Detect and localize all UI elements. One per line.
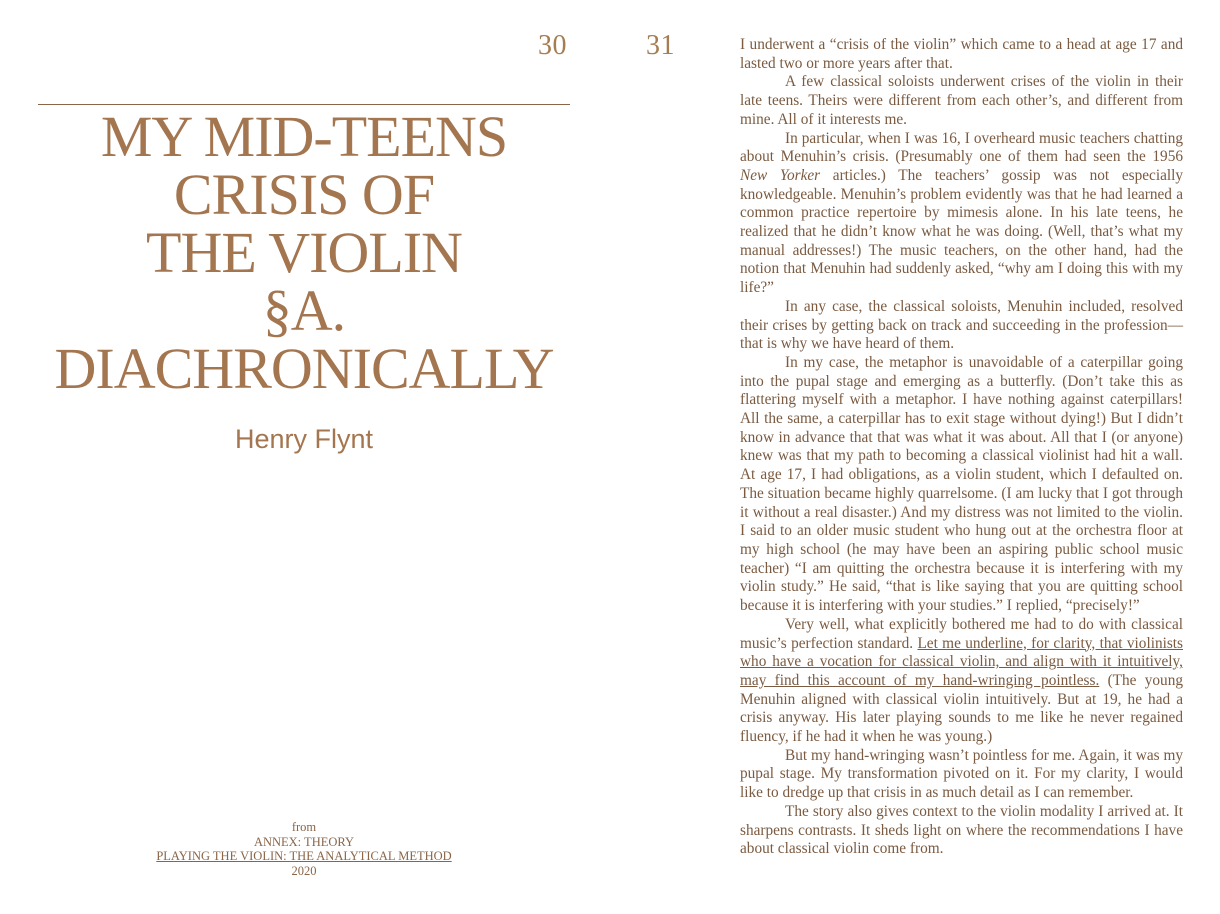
paragraph: But my hand-wringing wasn’t pointless for me. Again, it was my pupal stage. My transformation pivoted on it. For my clarity, I would like to dredge up that crisis in as much detail as I can remember. (740, 746, 1183, 802)
paragraph: In my case, the metaphor is unavoidable of a caterpillar going into the pupal stage and emerging as a butterfly. (Don’t take this as flattering myself with a metaphor. I have nothing against caterpillars! All the same, a caterpillar has to exit stage without dying!) But I didn’t know in advance that that was what it was about. All that I (or anyone) knew was that my path to becoming a classical violinist had hit a wall. At age 17, I had obligations, as a violin student, which I defaulted on. The situation became highly quarrelsome. (I am lucky that I got through it without a real disaster.) And my distress was not limited to the violin. I said to an older music student who hung out at the orchestra floor at my high school (he may have been an aspiring public school music teacher) “I am quitting the orchestra because it is interfering with my violin study.” He said, “that is like saying that you are quitting school because it is interfering with your studies.” I replied, “precisely!” (740, 353, 1183, 615)
chapter-title-line: CRISIS OF (173, 162, 435, 227)
paragraph: The story also gives context to the violin modality I arrived at. It sharpens contrasts. It sheds light on where the recommendations I have about classical violin come from. (740, 802, 1183, 858)
chapter-title-line: MY MID-TEENS (100, 104, 508, 169)
chapter-title-line: §A. (262, 278, 346, 343)
source-book-link[interactable]: PLAYING THE VIOLIN: THE ANALYTICAL METHOD (156, 849, 452, 863)
page-number-right: 31 (646, 30, 675, 61)
paragraph-text: In particular, when I was 16, I overheard music teachers chatting about Menuhin’s crisis. (Presumably one of them had seen the 1956 (740, 129, 1183, 166)
paragraph-text: articles.) The teachers’ gossip was not especially knowledgeable. Menuhin’s problem evidently was that he had learned a common practice repertoire by mimesis alone. In his late teens, he realized that he didn’t know what he was doing. (Well, that’s what my manual addresses!) The music teachers, on the other hand, had the notion that Menuhin had suddenly asked, “why am I doing this with my life?” (740, 166, 1184, 297)
paragraph (740, 616, 1183, 747)
paragraph: A few classical soloists underwent crises of the violin in their late teens. Theirs were different from each other’s, and different from mine. All of it interests me. (740, 73, 1183, 128)
paragraph: I underwent a “crisis of the violin” which came to a head at age 17 and lasted two or more years after that. (740, 36, 1183, 72)
italic-publication: New Yorker (740, 166, 821, 184)
source-note (38, 820, 570, 878)
paragraph-text: Very well, what explicitly bothered me had to do with classical music’s perfection standard. (740, 615, 1183, 652)
paragraph (740, 130, 1183, 298)
chapter-title-line: DIACHRONICALLY (54, 336, 554, 401)
source-year: 2020 (291, 863, 317, 878)
underlined-passage: Let me underline, for clarity, that violinists who have a vocation for classical violin, and align with it intuitively, may find this account of my hand-wringing pointless. (740, 634, 1183, 689)
chapter-title-line: THE VIOLIN (146, 220, 462, 285)
author-name: Henry Flynt (234, 424, 374, 454)
paragraph-text: (The young Menuhin aligned with classical violin intuitively. But at 19, he had a crisis anyway. His later playing sounds to me like he never regained fluency, if he had it when he was young.) (740, 671, 1183, 746)
source-from: from (291, 820, 317, 834)
chapter-title-block (38, 104, 570, 455)
page-number-left: 30 (538, 30, 567, 61)
paragraph: In any case, the classical soloists, Menuhin included, resolved their crises by getting back on track and succeeding in the profession—that is why we have heard of them. (740, 297, 1183, 353)
source-annex: ANNEX: THEORY (253, 834, 355, 849)
body-text (740, 36, 1183, 859)
